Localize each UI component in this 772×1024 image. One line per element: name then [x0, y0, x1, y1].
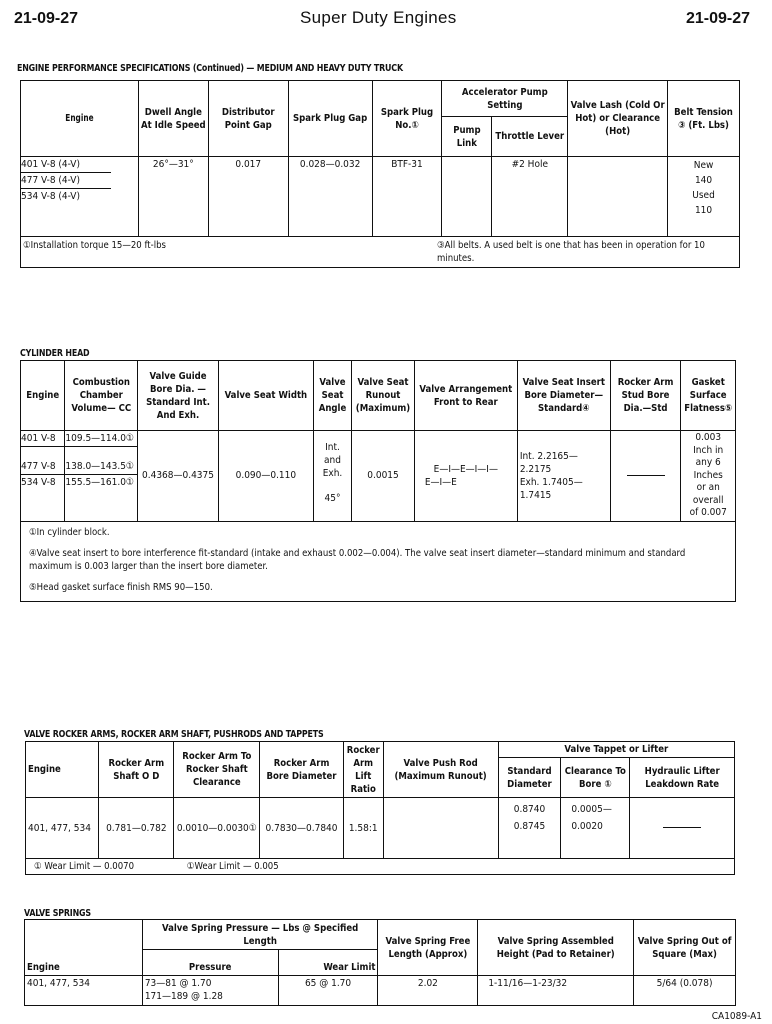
- footnote-head-gasket: ⑤Head gasket surface finish RMS 90—150.: [29, 581, 213, 593]
- header-gasket-flatness: Gasket Surface Flatness⑤: [681, 361, 736, 431]
- page-number-left: 21-09-27: [14, 10, 79, 27]
- header-spark-plug-no: Spark Plug No.①: [372, 81, 442, 157]
- engine-list: [21, 431, 65, 522]
- engine-row-534: 534 V-8 (4-V): [21, 191, 80, 202]
- pressure-line-2: 171—189 @ 1.28: [144, 991, 223, 1002]
- header-valve-seat-angle: Valve Seat Angle: [313, 361, 351, 431]
- rocker-shaft-value: 0.781—0.782: [99, 798, 174, 858]
- cylinder-head-table: [20, 360, 736, 602]
- engine-row-401: 401 V-8: [21, 431, 64, 447]
- lift-ratio-value: 1.58:1: [343, 798, 383, 858]
- header-valve-guide: Valve Guide Bore Dia. — Standard Int. And Exh.: [138, 361, 219, 431]
- header-pump-link: Pump Link: [442, 117, 492, 157]
- clearance-max: 0.0020: [571, 821, 603, 833]
- header-spring-pressure: Valve Spring Pressure — Lbs @ Specified Length: [142, 920, 378, 950]
- footnote-row: [21, 237, 740, 268]
- footnote-wear-limit-shaft: ① Wear Limit — 0.0070: [34, 860, 135, 872]
- clearance-min: 0.0005—: [571, 804, 612, 816]
- valve-springs-table: [24, 919, 736, 1006]
- header-rocker-arm-stud: Rocker Arm Stud Bore Dia.—Std: [610, 361, 681, 431]
- bore-diameter-value: 0.7830—0.7840: [260, 798, 344, 858]
- clearance-to-bore-values: [561, 798, 630, 858]
- push-rod-value: [383, 798, 498, 858]
- valve-lash-value: [568, 157, 668, 237]
- header-valve-tappet: Valve Tappet or Lifter: [498, 742, 734, 758]
- header-leakdown-rate: Hydraulic Lifter Leakdown Rate: [630, 758, 735, 798]
- header-standard-diameter: Standard Diameter: [498, 758, 561, 798]
- header-valve-arrangement: Valve Arrangement Front to Rear: [414, 361, 517, 431]
- header-spark-plug-gap: Spark Plug Gap: [288, 81, 372, 157]
- valve-seat-insert-values: [517, 431, 610, 522]
- rocker-arms-title: VALVE ROCKER ARMS, ROCKER ARM SHAFT, PUSHRODS AND TAPPETS: [24, 729, 324, 740]
- engine-value: 401, 477, 534: [25, 976, 143, 1006]
- pressure-values: [142, 976, 278, 1006]
- header-shaft-clearance: Rocker Arm To Rocker Shaft Clearance: [174, 742, 260, 798]
- engine-performance-title: ENGINE PERFORMANCE SPECIFICATIONS (Continued) — MEDIUM AND HEAVY DUTY TRUCK: [17, 63, 403, 74]
- header-pressure: Pressure: [142, 950, 278, 976]
- std-dia-max: 0.8745: [513, 821, 546, 833]
- engine-row-477: 477 V-8: [21, 459, 64, 475]
- seat-angle-value: 45°: [324, 493, 341, 504]
- arrangement-line-1: E—I—E—I—I—: [433, 463, 498, 475]
- footnote-wear-limit-tappet: ①Wear Limit — 0.005: [186, 860, 279, 872]
- header-dwell-angle: Dwell Angle At Idle Speed: [138, 81, 208, 157]
- header-valve-lash: Valve Lash (Cold Or Hot) or Clearance (Hot): [568, 81, 668, 157]
- header-belt-tension: Belt Tension ③ (Ft. Lbs): [668, 81, 740, 157]
- header-push-rod: Valve Push Rod (Maximum Runout): [383, 742, 498, 798]
- gasket-line-5: or an: [696, 482, 720, 493]
- header-throttle-lever: Throttle Lever: [492, 117, 568, 157]
- engine-value: 401, 477, 534: [26, 798, 99, 858]
- arrangement-line-2: E—I—E: [424, 476, 457, 488]
- cylinder-head-title: CYLINDER HEAD: [20, 348, 90, 359]
- standard-diameter-values: [498, 798, 561, 858]
- header-clearance-to-bore: Clearance To Bore ①: [561, 758, 630, 798]
- header-out-of-square: Valve Spring Out of Square (Max): [634, 920, 736, 976]
- not-applicable-dash: [663, 827, 701, 828]
- header-accelerator-pump: Accelerator Pump Setting: [442, 81, 568, 117]
- belt-tension-values: [668, 157, 740, 237]
- seat-angle-and: and: [324, 455, 341, 466]
- header-engine: Engine: [21, 81, 139, 157]
- engine-performance-table: [20, 80, 740, 268]
- valve-seat-angle-values: [313, 431, 351, 522]
- out-of-square-value: 5/64 (0.078): [634, 976, 736, 1006]
- std-dia-min: 0.8740: [513, 804, 546, 816]
- dwell-value: 26°—31°: [138, 157, 208, 237]
- page-number-right: 21-09-27: [686, 10, 751, 27]
- engine-row-534: 534 V-8: [21, 477, 56, 488]
- valve-seat-width-value: 0.090—0.110: [218, 431, 313, 522]
- footnotes: [21, 521, 736, 601]
- valve-springs-title: VALVE SPRINGS: [24, 908, 91, 919]
- gasket-line-6: overall: [692, 494, 724, 506]
- gasket-flatness-values: [681, 431, 736, 522]
- engine-row-401: 401 V-8 (4-V): [21, 157, 111, 173]
- combustion-477: 138.0—143.5①: [65, 459, 137, 475]
- throttle-lever-value: #2 Hole: [492, 157, 568, 237]
- footnote-valve-seat-insert: ④Valve seat insert to bore interference fit-standard (intake and exhaust 0.002—0.004). The valve seat insert diameter—standard minimum and standard maximum is 0.003 larger than the insert bore diameter.: [29, 547, 686, 572]
- gasket-line-7: of 0.007: [689, 507, 727, 518]
- header-distributor-gap: Distributor Point Gap: [208, 81, 288, 157]
- gasket-line-4: Inches: [693, 469, 723, 481]
- header-lift-ratio: Rocker Arm Lift Ratio: [343, 742, 383, 798]
- header-valve-seat-insert: Valve Seat Insert Bore Diameter— Standard④: [517, 361, 610, 431]
- valve-seat-runout-value: 0.0015: [352, 431, 415, 522]
- gasket-line-1: 0.003: [695, 432, 722, 443]
- header-rocker-shaft: Rocker Arm Shaft O D: [99, 742, 174, 798]
- belt-new-label: New: [693, 160, 714, 171]
- seat-angle-exh: Exh.: [322, 468, 343, 479]
- spark-plug-no-value: BTF-31: [372, 157, 442, 237]
- seat-angle-int: Int.: [325, 442, 340, 453]
- valve-arrangement-values: [414, 431, 517, 522]
- header-assembled-height: Valve Spring Assembled Height (Pad to Retainer): [478, 920, 634, 976]
- pressure-line-1: 73—81 @ 1.70: [144, 978, 212, 989]
- header-valve-seat-runout: Valve Seat Runout (Maximum): [352, 361, 415, 431]
- belt-new-value: 140: [694, 175, 713, 186]
- gasket-line-2: Inch in: [693, 444, 724, 456]
- header-engine: Engine: [26, 742, 99, 798]
- insert-int: Int. 2.2165—2.2175: [519, 450, 578, 475]
- not-applicable-dash: [627, 475, 665, 476]
- document-code: CA1089-A1: [711, 1011, 762, 1022]
- header-wear-limit: Wear Limit: [278, 950, 378, 976]
- footnote-belts: ③All belts. A used belt is one that has been in operation for 10 minutes.: [437, 240, 705, 264]
- distributor-gap-value: 0.017: [208, 157, 288, 237]
- valve-guide-value: 0.4368—0.4375: [138, 431, 219, 522]
- wear-limit-value: 65 @ 1.70: [278, 976, 378, 1006]
- spark-plug-gap-value: 0.028—0.032: [288, 157, 372, 237]
- combustion-values: [65, 431, 138, 522]
- header-free-length: Valve Spring Free Length (Approx): [378, 920, 478, 976]
- page-title: Super Duty Engines: [300, 8, 457, 27]
- rocker-arms-table: [25, 741, 735, 875]
- header-valve-seat-width: Valve Seat Width: [218, 361, 313, 431]
- footnote-row: [26, 858, 735, 874]
- leakdown-rate-value: [630, 798, 735, 858]
- gasket-line-3: any 6: [695, 457, 721, 468]
- combustion-401: 109.5—114.0①: [65, 431, 137, 447]
- belt-used-value: 110: [694, 205, 713, 216]
- rocker-arm-stud-value: [610, 431, 681, 522]
- header-combustion-chamber: Combustion Chamber Volume— CC: [65, 361, 138, 431]
- belt-used-label: Used: [692, 190, 715, 201]
- header-engine: Engine: [25, 920, 143, 976]
- combustion-534: 155.5—161.0①: [65, 477, 134, 488]
- header-bore-diameter: Rocker Arm Bore Diameter: [260, 742, 344, 798]
- shaft-clearance-value: 0.0010—0.0030①: [174, 798, 260, 858]
- free-length-value: 2.02: [378, 976, 478, 1006]
- engine-row-477: 477 V-8 (4-V): [21, 173, 111, 189]
- pump-link-value: [442, 157, 492, 237]
- insert-exh: Exh. 1.7405—1.7415: [519, 476, 583, 501]
- footnote-cylinder-block: ①In cylinder block.: [29, 526, 110, 538]
- footnote-installation-torque: ①Installation torque 15—20 ft-lbs: [23, 240, 166, 251]
- header-engine: Engine: [21, 361, 65, 431]
- assembled-height-value: 1-11/16—1-23/32: [478, 976, 634, 1006]
- engine-list: [21, 157, 139, 237]
